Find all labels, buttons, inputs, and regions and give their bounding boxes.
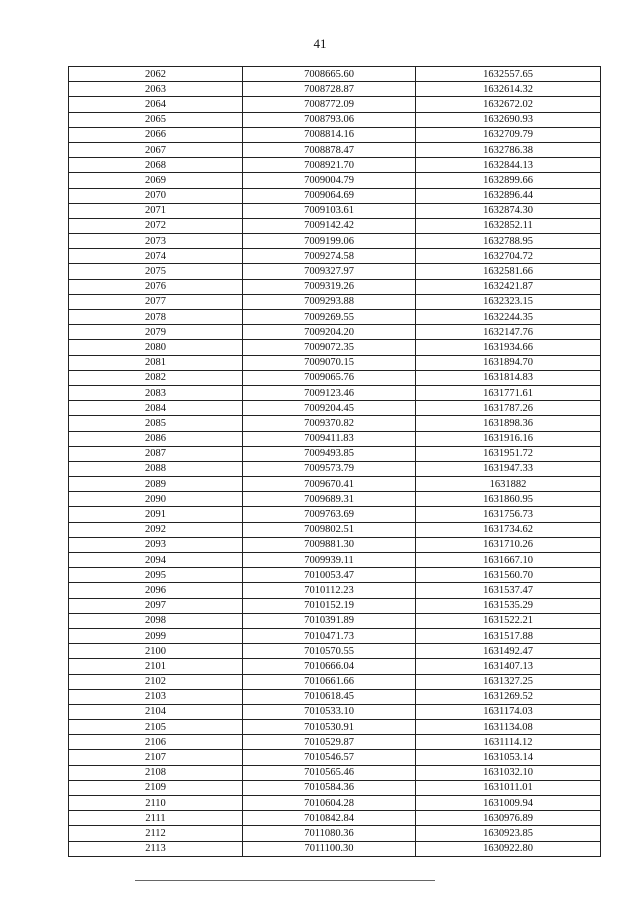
- x-coordinate-cell: 7009670.41: [243, 477, 416, 492]
- point-number-cell: 2099: [69, 628, 243, 643]
- point-number-cell: 2072: [69, 218, 243, 233]
- x-coordinate-cell: 7009689.31: [243, 492, 416, 507]
- x-coordinate-cell: 7008814.16: [243, 127, 416, 142]
- x-coordinate-cell: 7011100.30: [243, 841, 416, 856]
- table-row: [69, 628, 601, 643]
- point-number-cell: 2078: [69, 310, 243, 325]
- y-coordinate-cell: 1632323.15: [416, 294, 601, 309]
- point-number-cell: 2090: [69, 492, 243, 507]
- x-coordinate-cell: 7010661.66: [243, 674, 416, 689]
- table-row: [69, 67, 601, 82]
- x-coordinate-cell: 7009103.61: [243, 203, 416, 218]
- y-coordinate-cell: 1632421.87: [416, 279, 601, 294]
- point-number-cell: 2095: [69, 568, 243, 583]
- y-coordinate-cell: 1631053.14: [416, 750, 601, 765]
- point-number-cell: 2089: [69, 477, 243, 492]
- coordinates-table: [68, 66, 601, 857]
- x-coordinate-cell: 7010053.47: [243, 568, 416, 583]
- x-coordinate-cell: 7009274.58: [243, 249, 416, 264]
- point-number-cell: 2092: [69, 522, 243, 537]
- table-row: [69, 279, 601, 294]
- table-row: [69, 689, 601, 704]
- table-row: [69, 796, 601, 811]
- table-row: [69, 613, 601, 628]
- table-row: [69, 720, 601, 735]
- table-row: [69, 203, 601, 218]
- point-number-cell: 2102: [69, 674, 243, 689]
- x-coordinate-cell: 7009204.45: [243, 401, 416, 416]
- y-coordinate-cell: 1631032.10: [416, 765, 601, 780]
- x-coordinate-cell: 7009142.42: [243, 218, 416, 233]
- y-coordinate-cell: 1631734.62: [416, 522, 601, 537]
- table-row: [69, 188, 601, 203]
- x-coordinate-cell: 7009370.82: [243, 416, 416, 431]
- y-coordinate-cell: 1632581.66: [416, 264, 601, 279]
- point-number-cell: 2082: [69, 370, 243, 385]
- point-number-cell: 2079: [69, 325, 243, 340]
- x-coordinate-cell: 7010584.36: [243, 780, 416, 795]
- table-row: [69, 750, 601, 765]
- y-coordinate-cell: 1631492.47: [416, 644, 601, 659]
- table-row: [69, 385, 601, 400]
- table-row: [69, 234, 601, 249]
- x-coordinate-cell: 7010565.46: [243, 765, 416, 780]
- y-coordinate-cell: 1631860.95: [416, 492, 601, 507]
- table-row: [69, 568, 601, 583]
- x-coordinate-cell: 7008728.87: [243, 82, 416, 97]
- y-coordinate-cell: 1632704.72: [416, 249, 601, 264]
- x-coordinate-cell: 7009064.69: [243, 188, 416, 203]
- x-coordinate-cell: 7009269.55: [243, 310, 416, 325]
- x-coordinate-cell: 7010666.04: [243, 659, 416, 674]
- y-coordinate-cell: 1631947.33: [416, 461, 601, 476]
- y-coordinate-cell: 1631898.36: [416, 416, 601, 431]
- x-coordinate-cell: 7009004.79: [243, 173, 416, 188]
- table-row: [69, 461, 601, 476]
- point-number-cell: 2077: [69, 294, 243, 309]
- point-number-cell: 2084: [69, 401, 243, 416]
- table-row: [69, 477, 601, 492]
- table-row: [69, 553, 601, 568]
- x-coordinate-cell: 7009319.26: [243, 279, 416, 294]
- point-number-cell: 2101: [69, 659, 243, 674]
- x-coordinate-cell: 7009881.30: [243, 537, 416, 552]
- point-number-cell: 2071: [69, 203, 243, 218]
- x-coordinate-cell: 7010529.87: [243, 735, 416, 750]
- table-row: [69, 780, 601, 795]
- point-number-cell: 2103: [69, 689, 243, 704]
- y-coordinate-cell: 1631537.47: [416, 583, 601, 598]
- y-coordinate-cell: 1632672.02: [416, 97, 601, 112]
- table-row: [69, 264, 601, 279]
- point-number-cell: 2093: [69, 537, 243, 552]
- y-coordinate-cell: 1631009.94: [416, 796, 601, 811]
- x-coordinate-cell: 7010152.19: [243, 598, 416, 613]
- x-coordinate-cell: 7010604.28: [243, 796, 416, 811]
- point-number-cell: 2067: [69, 142, 243, 157]
- y-coordinate-cell: 1631787.26: [416, 401, 601, 416]
- x-coordinate-cell: 7008665.60: [243, 67, 416, 82]
- point-number-cell: 2062: [69, 67, 243, 82]
- table-row: [69, 97, 601, 112]
- point-number-cell: 2065: [69, 112, 243, 127]
- x-coordinate-cell: 7009411.83: [243, 431, 416, 446]
- point-number-cell: 2080: [69, 340, 243, 355]
- y-coordinate-cell: 1632852.11: [416, 218, 601, 233]
- point-number-cell: 2070: [69, 188, 243, 203]
- point-number-cell: 2106: [69, 735, 243, 750]
- x-coordinate-cell: 7009327.97: [243, 264, 416, 279]
- point-number-cell: 2083: [69, 385, 243, 400]
- y-coordinate-cell: 1631882: [416, 477, 601, 492]
- point-number-cell: 2108: [69, 765, 243, 780]
- y-coordinate-cell: 1631327.25: [416, 674, 601, 689]
- y-coordinate-cell: 1631710.26: [416, 537, 601, 552]
- point-number-cell: 2096: [69, 583, 243, 598]
- table-row: [69, 173, 601, 188]
- y-coordinate-cell: 1632786.38: [416, 142, 601, 157]
- x-coordinate-cell: 7010570.55: [243, 644, 416, 659]
- y-coordinate-cell: 1632557.65: [416, 67, 601, 82]
- x-coordinate-cell: 7009939.11: [243, 553, 416, 568]
- table-row: [69, 841, 601, 856]
- x-coordinate-cell: 7008878.47: [243, 142, 416, 157]
- point-number-cell: 2088: [69, 461, 243, 476]
- x-coordinate-cell: 7008772.09: [243, 97, 416, 112]
- y-coordinate-cell: 1630923.85: [416, 826, 601, 841]
- x-coordinate-cell: 7009493.85: [243, 446, 416, 461]
- x-coordinate-cell: 7010112.23: [243, 583, 416, 598]
- table-row: [69, 370, 601, 385]
- point-number-cell: 2105: [69, 720, 243, 735]
- y-coordinate-cell: 1632709.79: [416, 127, 601, 142]
- y-coordinate-cell: 1632844.13: [416, 158, 601, 173]
- table-row: [69, 644, 601, 659]
- y-coordinate-cell: 1631174.03: [416, 704, 601, 719]
- page-number: 41: [313, 36, 327, 51]
- table-row: [69, 325, 601, 340]
- y-coordinate-cell: 1632874.30: [416, 203, 601, 218]
- table-row: [69, 401, 601, 416]
- y-coordinate-cell: 1632147.76: [416, 325, 601, 340]
- table-body: [69, 67, 601, 857]
- point-number-cell: 2073: [69, 234, 243, 249]
- x-coordinate-cell: 7009763.69: [243, 507, 416, 522]
- point-number-cell: 2113: [69, 841, 243, 856]
- table-row: [69, 249, 601, 264]
- y-coordinate-cell: 1630976.89: [416, 811, 601, 826]
- footer-divider: [135, 880, 435, 881]
- point-number-cell: 2068: [69, 158, 243, 173]
- x-coordinate-cell: 7009070.15: [243, 355, 416, 370]
- table-row: [69, 811, 601, 826]
- table-row: [69, 704, 601, 719]
- point-number-cell: 2098: [69, 613, 243, 628]
- x-coordinate-cell: 7010546.57: [243, 750, 416, 765]
- point-number-cell: 2094: [69, 553, 243, 568]
- table-row: [69, 310, 601, 325]
- y-coordinate-cell: 1631522.21: [416, 613, 601, 628]
- x-coordinate-cell: 7009204.20: [243, 325, 416, 340]
- x-coordinate-cell: 7010530.91: [243, 720, 416, 735]
- table-row: [69, 735, 601, 750]
- x-coordinate-cell: 7010533.10: [243, 704, 416, 719]
- table-row: [69, 340, 601, 355]
- point-number-cell: 2110: [69, 796, 243, 811]
- x-coordinate-cell: 7009065.76: [243, 370, 416, 385]
- table-row: [69, 218, 601, 233]
- y-coordinate-cell: 1632899.66: [416, 173, 601, 188]
- point-number-cell: 2091: [69, 507, 243, 522]
- point-number-cell: 2076: [69, 279, 243, 294]
- y-coordinate-cell: 1631934.66: [416, 340, 601, 355]
- y-coordinate-cell: 1631560.70: [416, 568, 601, 583]
- table-row: [69, 112, 601, 127]
- x-coordinate-cell: 7009573.79: [243, 461, 416, 476]
- table-row: [69, 127, 601, 142]
- table-row: [69, 674, 601, 689]
- point-number-cell: 2069: [69, 173, 243, 188]
- table-row: [69, 142, 601, 157]
- point-number-cell: 2111: [69, 811, 243, 826]
- y-coordinate-cell: 1631011.01: [416, 780, 601, 795]
- point-number-cell: 2086: [69, 431, 243, 446]
- y-coordinate-cell: 1631756.73: [416, 507, 601, 522]
- y-coordinate-cell: 1630922.80: [416, 841, 601, 856]
- table-row: [69, 158, 601, 173]
- x-coordinate-cell: 7009199.06: [243, 234, 416, 249]
- table-row: [69, 294, 601, 309]
- table-row: [69, 826, 601, 841]
- x-coordinate-cell: 7009123.46: [243, 385, 416, 400]
- x-coordinate-cell: 7008921.70: [243, 158, 416, 173]
- point-number-cell: 2075: [69, 264, 243, 279]
- point-number-cell: 2081: [69, 355, 243, 370]
- table-row: [69, 355, 601, 370]
- table-row: [69, 82, 601, 97]
- y-coordinate-cell: 1631951.72: [416, 446, 601, 461]
- y-coordinate-cell: 1631134.08: [416, 720, 601, 735]
- point-number-cell: 2087: [69, 446, 243, 461]
- point-number-cell: 2064: [69, 97, 243, 112]
- point-number-cell: 2104: [69, 704, 243, 719]
- x-coordinate-cell: 7010618.45: [243, 689, 416, 704]
- y-coordinate-cell: 1632788.95: [416, 234, 601, 249]
- table-row: [69, 598, 601, 613]
- table-row: [69, 765, 601, 780]
- x-coordinate-cell: 7010471.73: [243, 628, 416, 643]
- table-row: [69, 446, 601, 461]
- y-coordinate-cell: 1632614.32: [416, 82, 601, 97]
- y-coordinate-cell: 1631916.16: [416, 431, 601, 446]
- table-row: [69, 659, 601, 674]
- x-coordinate-cell: 7010391.89: [243, 613, 416, 628]
- point-number-cell: 2074: [69, 249, 243, 264]
- y-coordinate-cell: 1631894.70: [416, 355, 601, 370]
- y-coordinate-cell: 1631517.88: [416, 628, 601, 643]
- y-coordinate-cell: 1631667.10: [416, 553, 601, 568]
- point-number-cell: 2100: [69, 644, 243, 659]
- y-coordinate-cell: 1632896.44: [416, 188, 601, 203]
- x-coordinate-cell: 7008793.06: [243, 112, 416, 127]
- y-coordinate-cell: 1631407.13: [416, 659, 601, 674]
- y-coordinate-cell: 1632690.93: [416, 112, 601, 127]
- point-number-cell: 2066: [69, 127, 243, 142]
- point-number-cell: 2063: [69, 82, 243, 97]
- table-row: [69, 431, 601, 446]
- point-number-cell: 2107: [69, 750, 243, 765]
- table-row: [69, 507, 601, 522]
- x-coordinate-cell: 7009802.51: [243, 522, 416, 537]
- table-row: [69, 522, 601, 537]
- y-coordinate-cell: 1631269.52: [416, 689, 601, 704]
- point-number-cell: 2085: [69, 416, 243, 431]
- x-coordinate-cell: 7009072.35: [243, 340, 416, 355]
- y-coordinate-cell: 1631114.12: [416, 735, 601, 750]
- table-row: [69, 537, 601, 552]
- x-coordinate-cell: 7011080.36: [243, 826, 416, 841]
- table-row: [69, 416, 601, 431]
- point-number-cell: 2112: [69, 826, 243, 841]
- y-coordinate-cell: 1631814.83: [416, 370, 601, 385]
- point-number-cell: 2097: [69, 598, 243, 613]
- y-coordinate-cell: 1631771.61: [416, 385, 601, 400]
- x-coordinate-cell: 7010842.84: [243, 811, 416, 826]
- table-row: [69, 492, 601, 507]
- y-coordinate-cell: 1631535.29: [416, 598, 601, 613]
- y-coordinate-cell: 1632244.35: [416, 310, 601, 325]
- table-row: [69, 583, 601, 598]
- point-number-cell: 2109: [69, 780, 243, 795]
- x-coordinate-cell: 7009293.88: [243, 294, 416, 309]
